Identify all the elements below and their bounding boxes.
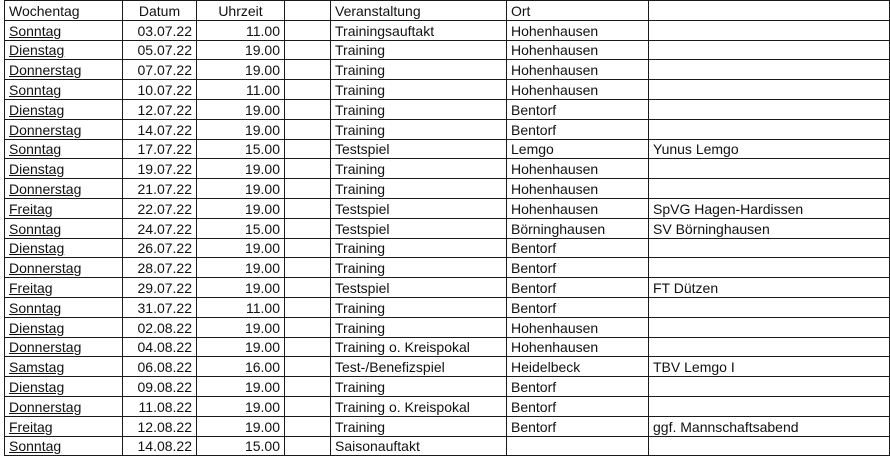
cell-blank <box>285 416 331 436</box>
cell-blank <box>285 198 331 218</box>
table-row <box>5 198 890 218</box>
cell-uhrzeit: 19.00 <box>197 258 285 278</box>
cell-blank <box>285 179 331 199</box>
cell-ort: Hohenhausen <box>507 179 649 199</box>
cell-datum: 28.07.22 <box>123 258 197 278</box>
header-datum: Datum <box>123 1 197 21</box>
cell-datum: 21.07.22 <box>123 179 197 199</box>
header-ort: Ort <box>507 1 649 21</box>
cell-uhrzeit: 15.00 <box>197 139 285 159</box>
cell-uhrzeit: 19.00 <box>197 317 285 337</box>
cell-wochentag: Dienstag <box>5 40 123 60</box>
cell-veranstaltung: Test-/Benefizspiel <box>331 357 507 377</box>
cell-datum: 31.07.22 <box>123 297 197 317</box>
cell-datum: 24.07.22 <box>123 218 197 238</box>
cell-wochentag: Donnerstag <box>5 179 123 199</box>
cell-datum: 14.07.22 <box>123 119 197 139</box>
cell-uhrzeit: 19.00 <box>197 60 285 80</box>
table-row <box>5 297 890 317</box>
cell-ort: Bentorf <box>507 278 649 298</box>
table-row <box>5 159 890 179</box>
table-row <box>5 218 890 238</box>
cell-uhrzeit: 11.00 <box>197 80 285 100</box>
cell-uhrzeit: 19.00 <box>197 377 285 397</box>
cell-veranstaltung: Trainingsauftakt <box>331 20 507 40</box>
cell-datum: 12.08.22 <box>123 416 197 436</box>
cell-ort: Bentorf <box>507 416 649 436</box>
cell-ort: Hohenhausen <box>507 20 649 40</box>
cell-ort: Hohenhausen <box>507 317 649 337</box>
cell-blank <box>285 99 331 119</box>
header-wochentag: Wochentag <box>5 1 123 21</box>
cell-uhrzeit: 19.00 <box>197 238 285 258</box>
cell-veranstaltung: Training <box>331 179 507 199</box>
header-extra <box>649 1 890 21</box>
header-veranstaltung: Veranstaltung <box>331 1 507 21</box>
cell-blank <box>285 396 331 416</box>
cell-ort: Bentorf <box>507 377 649 397</box>
cell-blank <box>285 297 331 317</box>
cell-wochentag: Donnerstag <box>5 60 123 80</box>
table-row <box>5 60 890 80</box>
table-body <box>5 20 890 456</box>
cell-datum: 19.07.22 <box>123 159 197 179</box>
cell-ort: Bentorf <box>507 119 649 139</box>
cell-datum: 07.07.22 <box>123 60 197 80</box>
cell-ort: Hohenhausen <box>507 80 649 100</box>
cell-blank <box>285 60 331 80</box>
cell-uhrzeit: 19.00 <box>197 396 285 416</box>
cell-veranstaltung: Training <box>331 258 507 278</box>
cell-ort: Hohenhausen <box>507 337 649 357</box>
cell-extra <box>649 80 890 100</box>
cell-wochentag: Donnerstag <box>5 258 123 278</box>
cell-wochentag: Freitag <box>5 278 123 298</box>
cell-veranstaltung: Training o. Kreispokal <box>331 337 507 357</box>
cell-uhrzeit: 11.00 <box>197 20 285 40</box>
cell-blank <box>285 337 331 357</box>
cell-datum: 22.07.22 <box>123 198 197 218</box>
cell-veranstaltung: Training <box>331 159 507 179</box>
cell-wochentag: Sonntag <box>5 80 123 100</box>
table-row <box>5 99 890 119</box>
cell-extra: ggf. Mannschaftsabend <box>649 416 890 436</box>
cell-wochentag: Donnerstag <box>5 119 123 139</box>
cell-uhrzeit: 19.00 <box>197 40 285 60</box>
cell-veranstaltung: Training <box>331 377 507 397</box>
table-row <box>5 238 890 258</box>
cell-veranstaltung: Saisonauftakt <box>331 436 507 456</box>
cell-datum: 05.07.22 <box>123 40 197 60</box>
cell-wochentag: Sonntag <box>5 139 123 159</box>
cell-ort: Hohenhausen <box>507 198 649 218</box>
cell-wochentag: Dienstag <box>5 377 123 397</box>
cell-blank <box>285 119 331 139</box>
cell-veranstaltung: Training <box>331 297 507 317</box>
cell-extra: FT Dützen <box>649 278 890 298</box>
cell-wochentag: Freitag <box>5 198 123 218</box>
cell-extra <box>649 297 890 317</box>
cell-extra <box>649 40 890 60</box>
cell-veranstaltung: Training <box>331 317 507 337</box>
cell-wochentag: Donnerstag <box>5 337 123 357</box>
cell-blank <box>285 377 331 397</box>
cell-ort: Hohenhausen <box>507 159 649 179</box>
cell-ort: Börninghausen <box>507 218 649 238</box>
cell-extra: SV Börninghausen <box>649 218 890 238</box>
cell-wochentag: Sonntag <box>5 218 123 238</box>
cell-veranstaltung: Training <box>331 119 507 139</box>
cell-wochentag: Dienstag <box>5 99 123 119</box>
table-row <box>5 258 890 278</box>
table-row <box>5 337 890 357</box>
table-row <box>5 317 890 337</box>
cell-ort: Heidelbeck <box>507 357 649 377</box>
cell-extra <box>649 60 890 80</box>
cell-datum: 26.07.22 <box>123 238 197 258</box>
table-row <box>5 139 890 159</box>
cell-blank <box>285 139 331 159</box>
table-row <box>5 20 890 40</box>
cell-veranstaltung: Testspiel <box>331 198 507 218</box>
cell-datum: 06.08.22 <box>123 357 197 377</box>
cell-blank <box>285 278 331 298</box>
table-row <box>5 436 890 456</box>
header-uhrzeit: Uhrzeit <box>197 1 285 21</box>
cell-extra: Yunus Lemgo <box>649 139 890 159</box>
cell-wochentag: Samstag <box>5 357 123 377</box>
cell-extra <box>649 317 890 337</box>
cell-extra <box>649 238 890 258</box>
cell-blank <box>285 20 331 40</box>
cell-extra <box>649 99 890 119</box>
table-row <box>5 357 890 377</box>
cell-datum: 14.08.22 <box>123 436 197 456</box>
cell-wochentag: Dienstag <box>5 238 123 258</box>
cell-datum: 09.08.22 <box>123 377 197 397</box>
cell-extra: SpVG Hagen-Hardissen <box>649 198 890 218</box>
cell-wochentag: Sonntag <box>5 20 123 40</box>
cell-veranstaltung: Testspiel <box>331 218 507 238</box>
cell-ort: Bentorf <box>507 396 649 416</box>
cell-veranstaltung: Training <box>331 40 507 60</box>
cell-ort: Lemgo <box>507 139 649 159</box>
cell-uhrzeit: 15.00 <box>197 436 285 456</box>
cell-extra <box>649 396 890 416</box>
cell-blank <box>285 436 331 456</box>
cell-wochentag: Dienstag <box>5 317 123 337</box>
cell-ort: Hohenhausen <box>507 40 649 60</box>
cell-extra <box>649 436 890 456</box>
table-row <box>5 377 890 397</box>
header-row <box>5 1 890 21</box>
table-row <box>5 278 890 298</box>
cell-datum: 12.07.22 <box>123 99 197 119</box>
cell-blank <box>285 218 331 238</box>
cell-blank <box>285 159 331 179</box>
cell-datum: 03.07.22 <box>123 20 197 40</box>
cell-uhrzeit: 19.00 <box>197 99 285 119</box>
cell-ort: Bentorf <box>507 258 649 278</box>
cell-blank <box>285 40 331 60</box>
header-blank <box>285 1 331 21</box>
cell-veranstaltung: Training <box>331 80 507 100</box>
cell-uhrzeit: 19.00 <box>197 278 285 298</box>
cell-wochentag: Donnerstag <box>5 396 123 416</box>
cell-wochentag: Dienstag <box>5 159 123 179</box>
table-row <box>5 179 890 199</box>
cell-veranstaltung: Training <box>331 416 507 436</box>
cell-wochentag: Freitag <box>5 416 123 436</box>
table-row <box>5 40 890 60</box>
cell-uhrzeit: 19.00 <box>197 119 285 139</box>
cell-blank <box>285 238 331 258</box>
table-row <box>5 119 890 139</box>
cell-veranstaltung: Testspiel <box>331 139 507 159</box>
cell-extra <box>649 377 890 397</box>
cell-uhrzeit: 16.00 <box>197 357 285 377</box>
cell-ort: Bentorf <box>507 297 649 317</box>
cell-ort: Bentorf <box>507 238 649 258</box>
cell-extra <box>649 179 890 199</box>
cell-datum: 29.07.22 <box>123 278 197 298</box>
schedule-table <box>4 0 890 456</box>
cell-blank <box>285 357 331 377</box>
cell-uhrzeit: 19.00 <box>197 179 285 199</box>
cell-blank <box>285 258 331 278</box>
cell-ort: Bentorf <box>507 99 649 119</box>
table-row <box>5 416 890 436</box>
cell-extra <box>649 119 890 139</box>
cell-uhrzeit: 11.00 <box>197 297 285 317</box>
cell-wochentag: Sonntag <box>5 297 123 317</box>
cell-uhrzeit: 19.00 <box>197 416 285 436</box>
cell-extra <box>649 159 890 179</box>
cell-datum: 02.08.22 <box>123 317 197 337</box>
cell-veranstaltung: Testspiel <box>331 278 507 298</box>
cell-datum: 04.08.22 <box>123 337 197 357</box>
cell-extra <box>649 337 890 357</box>
cell-ort <box>507 436 649 456</box>
cell-veranstaltung: Training <box>331 99 507 119</box>
cell-wochentag: Sonntag <box>5 436 123 456</box>
cell-uhrzeit: 19.00 <box>197 198 285 218</box>
cell-uhrzeit: 19.00 <box>197 159 285 179</box>
cell-extra <box>649 20 890 40</box>
cell-uhrzeit: 15.00 <box>197 218 285 238</box>
cell-extra: TBV Lemgo I <box>649 357 890 377</box>
table-row <box>5 396 890 416</box>
cell-veranstaltung: Training <box>331 238 507 258</box>
cell-veranstaltung: Training <box>331 60 507 80</box>
cell-ort: Hohenhausen <box>507 60 649 80</box>
table-row <box>5 80 890 100</box>
cell-veranstaltung: Training o. Kreispokal <box>331 396 507 416</box>
cell-blank <box>285 80 331 100</box>
cell-datum: 17.07.22 <box>123 139 197 159</box>
cell-uhrzeit: 19.00 <box>197 337 285 357</box>
cell-datum: 11.08.22 <box>123 396 197 416</box>
cell-blank <box>285 317 331 337</box>
cell-datum: 10.07.22 <box>123 80 197 100</box>
cell-extra <box>649 258 890 278</box>
